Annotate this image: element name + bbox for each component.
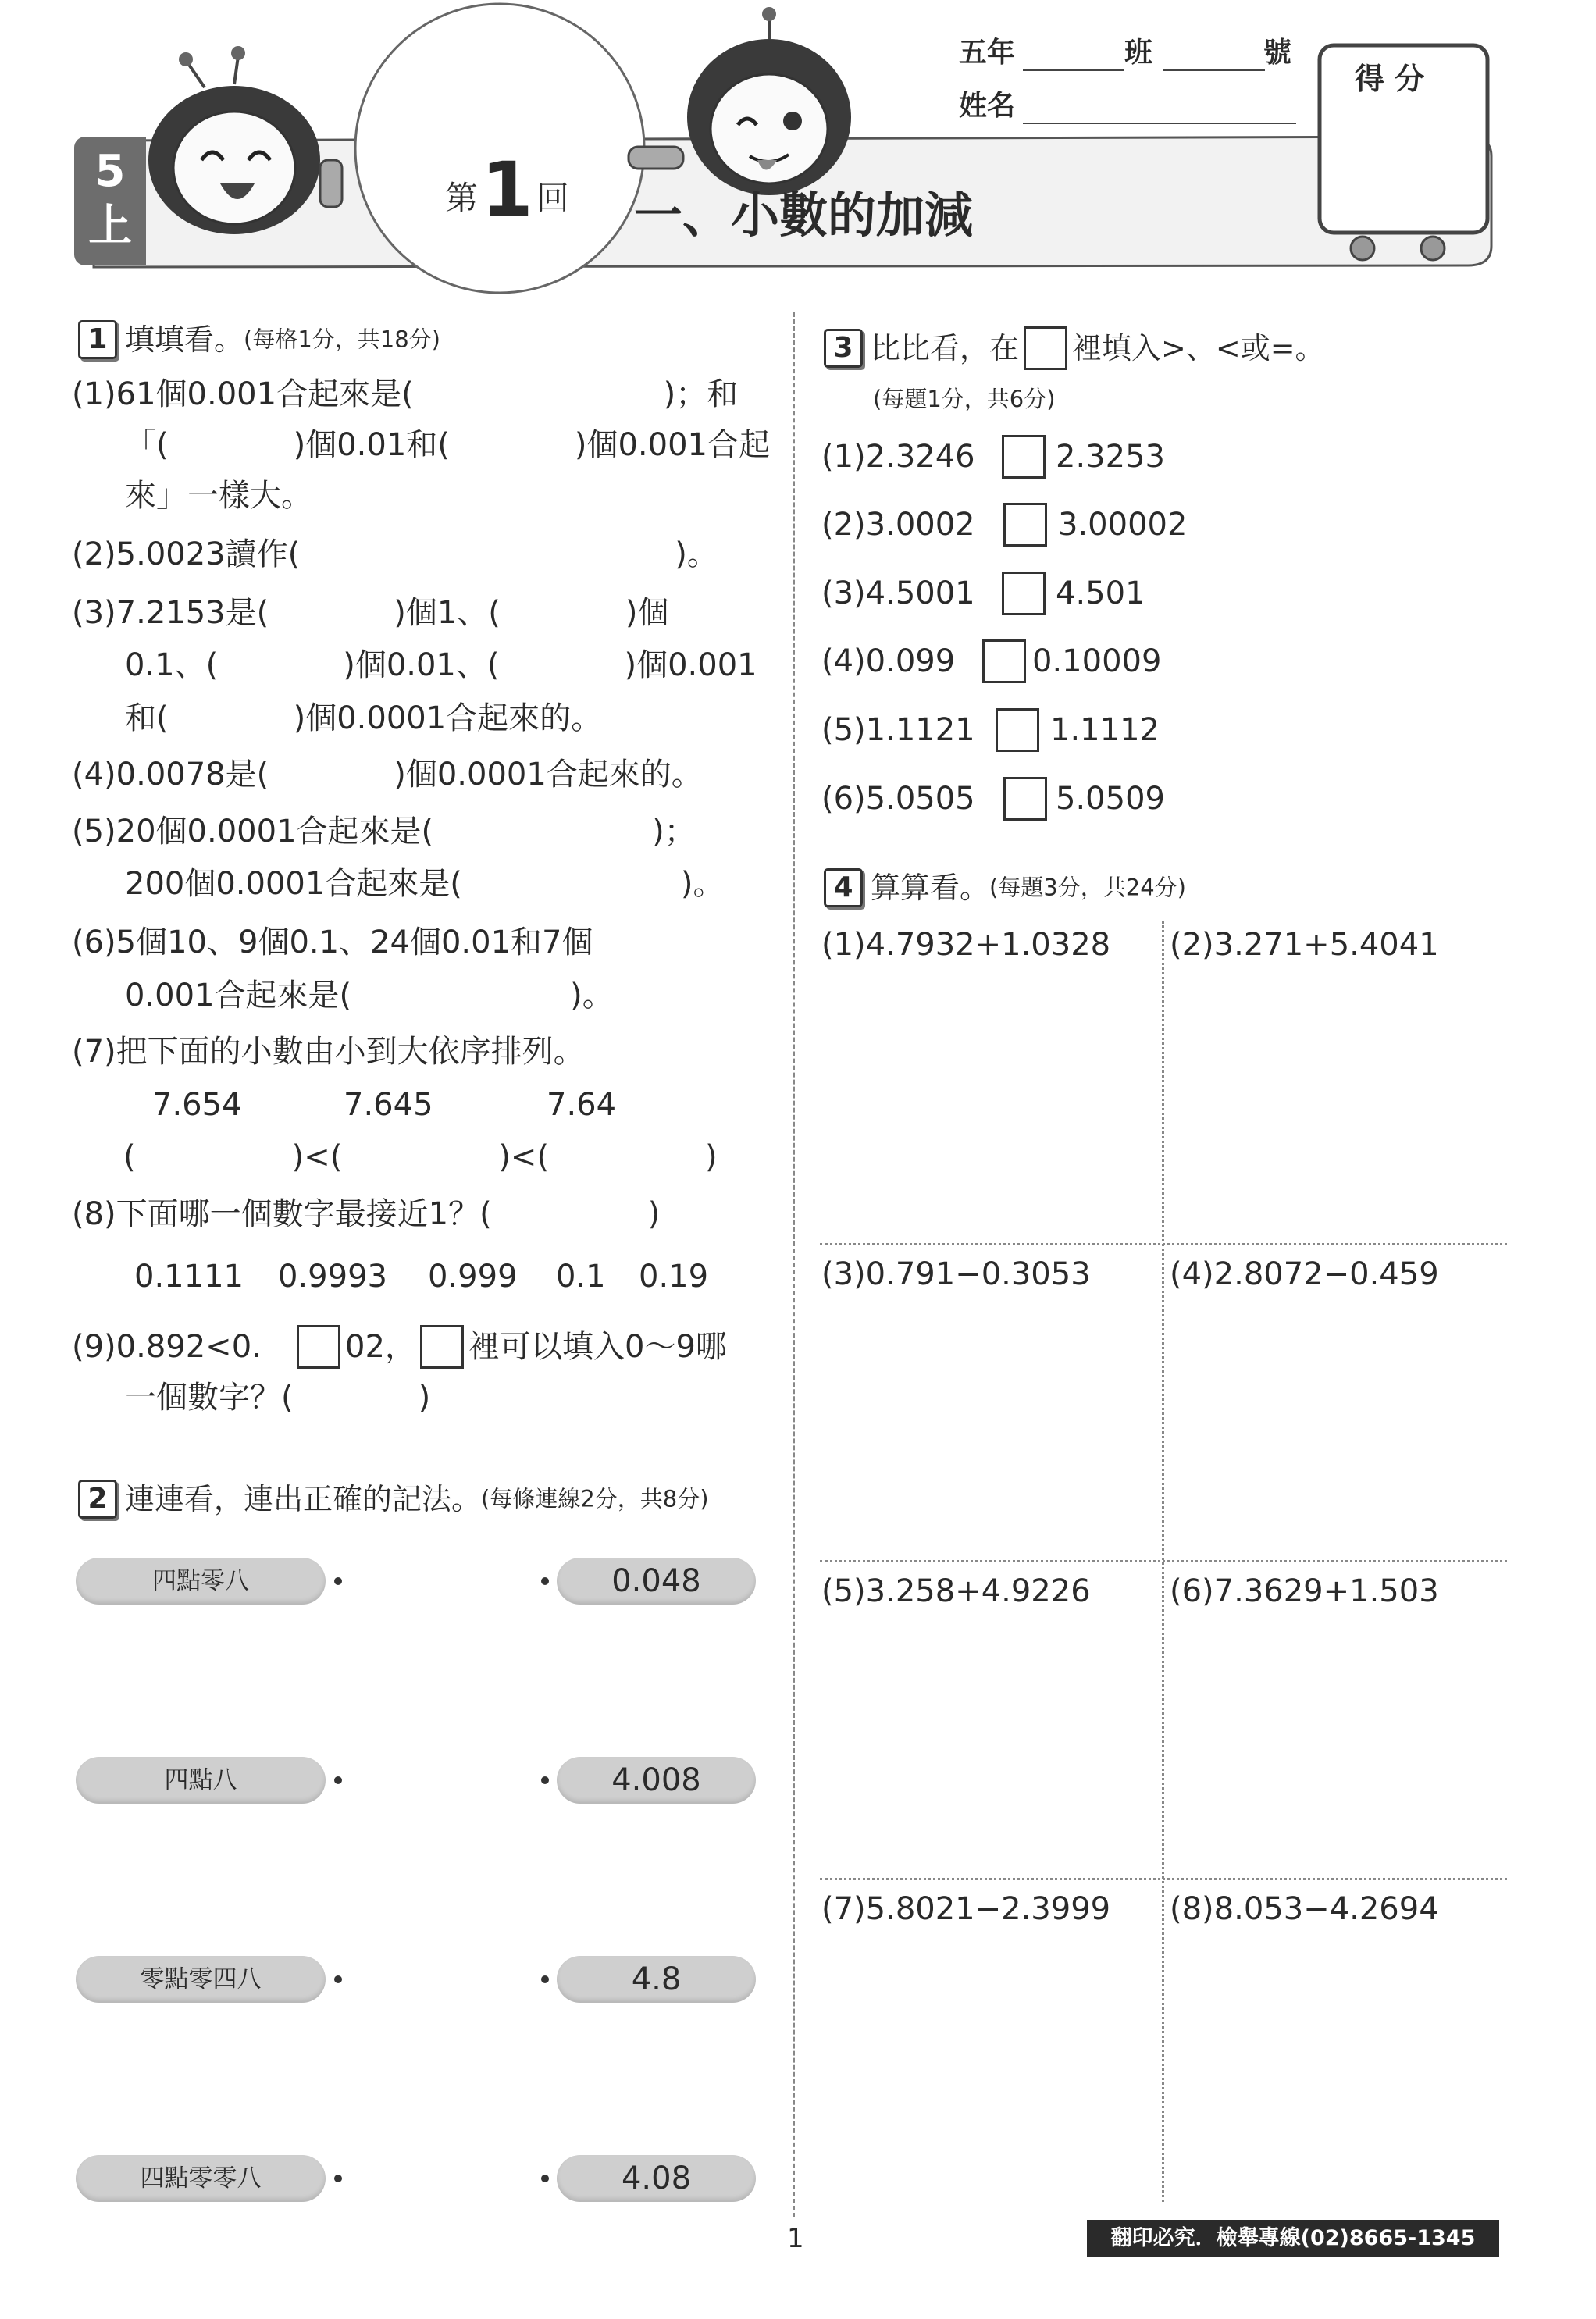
compare-left: (6)5.0505 (821, 781, 975, 817)
section1-heading (78, 320, 440, 359)
section2-note: (每條連線2分，共8分) (481, 1485, 709, 1512)
q9-text-d: 一個數字？( ) (125, 1380, 431, 1416)
match-left-dot[interactable] (334, 2175, 342, 2182)
class-line (959, 37, 1292, 69)
round-label-pre: 第 (445, 179, 479, 217)
section2-number: 2 (78, 1480, 117, 1519)
compare-answer-box[interactable] (1003, 503, 1047, 547)
s1-line-5: (3)7.2153是( )個1、( )個 (72, 595, 669, 631)
compare-answer-box[interactable] (996, 708, 1039, 752)
calc-problem: (2)3.271+5.4041 (1170, 927, 1439, 963)
q7-number: 7.654 (152, 1087, 242, 1123)
match-left-dot[interactable] (334, 1577, 342, 1585)
compare-right: 5.0509 (1056, 781, 1165, 817)
name-label: 姓名 (959, 90, 1016, 122)
copyright-banner (1087, 2220, 1499, 2257)
page-title: 一、小數的加減 (634, 187, 974, 244)
q7-number: 7.645 (344, 1087, 433, 1123)
compare-right: 1.1112 (1050, 712, 1160, 748)
calc-problem: (4)2.8072−0.459 (1170, 1256, 1439, 1292)
section3-title-box (1024, 326, 1067, 370)
q7-order-blanks: ( )<( )<( ) (123, 1139, 718, 1175)
column-divider (793, 312, 795, 2217)
match-left-dot[interactable] (334, 1975, 342, 1983)
q9-text-b: 02， (345, 1329, 416, 1365)
number-label: 號 (1263, 37, 1292, 69)
grade-badge (74, 137, 146, 265)
work-area-row-line (820, 1560, 1507, 1562)
round-label (445, 146, 569, 233)
compare-right: 0.10009 (1032, 643, 1162, 679)
page-number: 1 (787, 2223, 804, 2254)
section2-heading (78, 1480, 709, 1519)
s1-line-1: (1)61個0.001合起來是( )；和 (72, 376, 739, 412)
match-right-dot[interactable] (541, 1776, 549, 1784)
section2-title: 連連看，連出正確的記法。 (125, 1482, 482, 1516)
q8-option: 0.1 (556, 1259, 606, 1295)
match-left-item: 四點八 (76, 1757, 326, 1804)
compare-answer-box[interactable] (1003, 777, 1047, 821)
s1-line-11: (6)5個10、9個0.1、24個0.01和7個 (72, 924, 593, 960)
compare-left: (3)4.5001 (821, 575, 975, 611)
round-label-post: 回 (536, 179, 569, 217)
s1-line-7: 和( )個0.0001合起來的。 (125, 700, 603, 736)
match-left-item: 零點零四八 (76, 1956, 326, 2003)
calc-problem: (3)0.791−0.3053 (821, 1256, 1091, 1292)
s1-line-6: 0.1、( )個0.01、( )個0.001 (125, 647, 757, 683)
compare-left: (4)0.099 (821, 643, 956, 679)
match-left-dot[interactable] (334, 1776, 342, 1784)
compare-answer-box[interactable] (1002, 572, 1046, 615)
compare-answer-box[interactable] (1002, 435, 1046, 479)
compare-right: 3.00002 (1058, 507, 1188, 543)
calc-problem: (5)3.258+4.9226 (821, 1573, 1091, 1609)
compare-left: (5)1.1121 (821, 712, 975, 748)
calc-problem: (7)5.8021−2.3999 (821, 1891, 1111, 1927)
q8-text: (8)下面哪一個數字最接近1？( ) (72, 1196, 661, 1232)
s1-line-2: 「( )個0.01和( )個0.001合起 (125, 427, 770, 463)
section1-title: 填填看。 (125, 322, 244, 357)
section3-number: 3 (824, 329, 863, 368)
calc-problem: (8)8.053−4.2694 (1170, 1891, 1439, 1927)
s1-line-10: 200個0.0001合起來是( )。 (125, 866, 725, 902)
s1-line-9: (5)20個0.0001合起來是( )； (72, 814, 696, 850)
score-label: 得 分 (1355, 62, 1425, 96)
match-right-item: 4.8 (557, 1956, 756, 2003)
q7-number: 7.64 (547, 1087, 617, 1123)
header-art (0, 0, 1596, 312)
copyright-text: 翻印必究．檢舉專線(02)8665-1345 (1110, 2226, 1476, 2250)
match-left-item: 四點零八 (76, 1558, 326, 1605)
section3-title-b: 裡填入>、<或=。 (1072, 331, 1325, 365)
q9-answer-box[interactable] (297, 1325, 340, 1369)
section4-number: 4 (824, 868, 863, 907)
section4-note: (每題3分，共24分) (989, 874, 1186, 901)
section4-heading (824, 868, 1186, 907)
calc-problem: (1)4.7932+1.0328 (821, 927, 1111, 963)
match-right-item: 4.08 (557, 2155, 756, 2202)
compare-right: 4.501 (1056, 575, 1145, 611)
class-label: 班 (1124, 37, 1153, 69)
s1-line-13: (7)把下面的小數由小到大依序排列。 (72, 1034, 585, 1070)
mascot-right-icon (629, 7, 851, 195)
s1-line-3: 來」一樣大。 (125, 478, 312, 514)
q9-answer-box[interactable] (420, 1325, 464, 1369)
section3-heading (824, 326, 1325, 370)
q8-option: 0.9993 (278, 1259, 387, 1295)
q8-option: 0.999 (428, 1259, 518, 1295)
q9-text-c: 裡可以填入0～9哪 (468, 1329, 727, 1365)
grade-label: 五年 (959, 37, 1016, 69)
q9-text-a: (9)0.892<0. (72, 1329, 262, 1365)
s1-line-4: (2)5.0023讀作( )。 (72, 536, 718, 572)
grade-badge-term: 上 (88, 201, 132, 251)
section3-note: (每題1分，共6分) (873, 386, 1056, 412)
match-right-item: 4.008 (557, 1757, 756, 1804)
work-area-row-line (820, 1243, 1507, 1245)
s1-line-8: (4)0.0078是( )個0.0001合起來的。 (72, 757, 703, 793)
section1-number: 1 (78, 320, 117, 359)
section4-title: 算算看。 (871, 871, 990, 905)
s1-line-12: 0.001合起來是( )。 (125, 978, 614, 1013)
match-left-item: 四點零零八 (76, 2155, 326, 2202)
match-right-item: 0.048 (557, 1558, 756, 1605)
q8-option: 0.19 (639, 1259, 709, 1295)
calc-problem: (6)7.3629+1.503 (1170, 1573, 1439, 1609)
match-right-dot[interactable] (541, 2175, 549, 2182)
match-right-dot[interactable] (541, 1975, 549, 1983)
q8-option: 0.1111 (134, 1259, 244, 1295)
compare-left: (1)2.3246 (821, 439, 975, 475)
match-right-dot[interactable] (541, 1577, 549, 1585)
compare-left: (2)3.0002 (821, 507, 975, 543)
section3-title-a: 比比看，在 (871, 331, 1020, 365)
grade-badge-number: 5 (94, 146, 126, 197)
compare-right: 2.3253 (1056, 439, 1165, 475)
round-number: 1 (481, 146, 533, 233)
work-area-row-line (820, 1878, 1507, 1880)
compare-answer-box[interactable] (982, 639, 1026, 683)
section1-note: (每格1分，共18分) (244, 326, 440, 353)
